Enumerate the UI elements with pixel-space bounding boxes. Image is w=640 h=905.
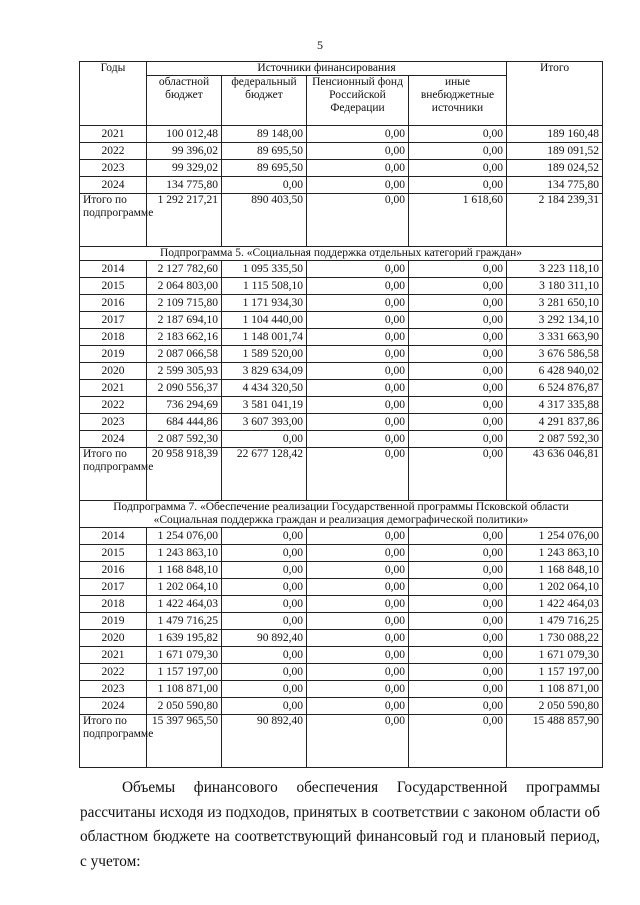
table-row <box>80 681 603 698</box>
total-cell: 1 202 064,10 <box>507 579 603 596</box>
table-row <box>80 363 603 380</box>
pension-cell: 0,00 <box>307 698 409 715</box>
federal-cell: 1 148 001,74 <box>222 329 307 346</box>
table-row <box>80 579 603 596</box>
other-cell: 0,00 <box>409 647 507 664</box>
year-cell: 2016 <box>80 562 147 579</box>
pension-cell: 0,00 <box>307 562 409 579</box>
regional-cell: 2 050 590,80 <box>147 698 222 715</box>
regional-cell: 1 108 871,00 <box>147 681 222 698</box>
group-subprogram-5 <box>80 247 603 501</box>
table-row <box>80 312 603 329</box>
regional-cell: 1 243 863,10 <box>147 545 222 562</box>
federal-cell: 0,00 <box>222 579 307 596</box>
table-row <box>80 380 603 397</box>
total-cell: 3 223 118,10 <box>507 261 603 278</box>
regional-cell: 100 012,48 <box>147 126 222 143</box>
subprogram-total-row <box>80 715 603 768</box>
year-cell: 2022 <box>80 397 147 414</box>
total-cell: 3 281 650,10 <box>507 295 603 312</box>
total-cell: 1 730 088,22 <box>507 630 603 647</box>
table-row <box>80 261 603 278</box>
table-row <box>80 126 603 143</box>
pension-cell: 0,00 <box>307 630 409 647</box>
year-cell: 2021 <box>80 126 147 143</box>
total-other-cell: 0,00 <box>409 448 507 501</box>
pension-cell: 0,00 <box>307 545 409 562</box>
financing-table <box>79 61 603 768</box>
table-row <box>80 613 603 630</box>
regional-cell: 1 671 079,30 <box>147 647 222 664</box>
regional-cell: 1 254 076,00 <box>147 528 222 545</box>
total-cell: 189 024,52 <box>507 160 603 177</box>
total-cell: 6 428 940,02 <box>507 363 603 380</box>
pension-cell: 0,00 <box>307 431 409 448</box>
pension-cell: 0,00 <box>307 647 409 664</box>
pension-cell: 0,00 <box>307 143 409 160</box>
table-row <box>80 596 603 613</box>
year-cell: 2020 <box>80 630 147 647</box>
federal-cell: 0,00 <box>222 528 307 545</box>
federal-cell: 0,00 <box>222 664 307 681</box>
pension-cell: 0,00 <box>307 278 409 295</box>
other-cell: 0,00 <box>409 278 507 295</box>
federal-cell: 89 695,50 <box>222 160 307 177</box>
total-other-cell: 1 618,60 <box>409 194 507 247</box>
year-cell: 2022 <box>80 664 147 681</box>
pension-cell: 0,00 <box>307 363 409 380</box>
federal-cell: 0,00 <box>222 647 307 664</box>
total-regional-cell: 15 397 965,50 <box>147 715 222 768</box>
total-cell: 3 676 586,58 <box>507 346 603 363</box>
federal-cell: 1 104 440,00 <box>222 312 307 329</box>
total-cell: 189 160,48 <box>507 126 603 143</box>
year-cell: 2019 <box>80 613 147 630</box>
regional-cell: 2 127 782,60 <box>147 261 222 278</box>
regional-cell: 2 087 066,58 <box>147 346 222 363</box>
total-pension-cell: 0,00 <box>307 715 409 768</box>
total-federal-cell: 22 677 128,42 <box>222 448 307 501</box>
regional-cell: 2 064 803,00 <box>147 278 222 295</box>
total-cell: 2 050 590,80 <box>507 698 603 715</box>
table-row <box>80 431 603 448</box>
pension-cell: 0,00 <box>307 177 409 194</box>
federal-cell: 0,00 <box>222 596 307 613</box>
other-cell: 0,00 <box>409 613 507 630</box>
year-cell: 2024 <box>80 431 147 448</box>
year-cell: 2024 <box>80 177 147 194</box>
total-label: Итого по подпрограмме <box>80 194 147 247</box>
other-cell: 0,00 <box>409 397 507 414</box>
pension-cell: 0,00 <box>307 596 409 613</box>
federal-cell: 1 171 934,30 <box>222 295 307 312</box>
total-label: Итого по подпрограмме <box>80 448 147 501</box>
total-cell: 1 243 863,10 <box>507 545 603 562</box>
total-cell: 1 157 197,00 <box>507 664 603 681</box>
other-cell: 0,00 <box>409 528 507 545</box>
other-cell: 0,00 <box>409 160 507 177</box>
header-regional-budget: областной бюджет <box>147 76 222 126</box>
federal-cell: 0,00 <box>222 613 307 630</box>
year-cell: 2016 <box>80 295 147 312</box>
total-cell: 4 317 335,88 <box>507 397 603 414</box>
federal-cell: 3 829 634,09 <box>222 363 307 380</box>
total-total-cell: 15 488 857,90 <box>507 715 603 768</box>
year-cell: 2022 <box>80 143 147 160</box>
federal-cell: 0,00 <box>222 431 307 448</box>
total-cell: 3 180 311,10 <box>507 278 603 295</box>
year-cell: 2014 <box>80 261 147 278</box>
other-cell: 0,00 <box>409 596 507 613</box>
total-label: Итого по подпрограмме <box>80 715 147 768</box>
header-sources: Источники финансирования <box>147 62 507 76</box>
regional-cell: 99 329,02 <box>147 160 222 177</box>
regional-cell: 2 183 662,16 <box>147 329 222 346</box>
regional-cell: 2 187 694,10 <box>147 312 222 329</box>
total-regional-cell: 20 958 918,39 <box>147 448 222 501</box>
regional-cell: 736 294,69 <box>147 397 222 414</box>
pension-cell: 0,00 <box>307 681 409 698</box>
header-federal-budget: федеральный бюджет <box>222 76 307 126</box>
total-cell: 3 292 134,10 <box>507 312 603 329</box>
pension-cell: 0,00 <box>307 528 409 545</box>
total-cell: 2 087 592,30 <box>507 431 603 448</box>
regional-cell: 1 157 197,00 <box>147 664 222 681</box>
regional-cell: 2 599 305,93 <box>147 363 222 380</box>
table-row <box>80 414 603 431</box>
total-cell: 1 479 716,25 <box>507 613 603 630</box>
table-row <box>80 143 603 160</box>
year-cell: 2015 <box>80 278 147 295</box>
other-cell: 0,00 <box>409 177 507 194</box>
regional-cell: 2 087 592,30 <box>147 431 222 448</box>
federal-cell: 1 589 520,00 <box>222 346 307 363</box>
year-cell: 2017 <box>80 312 147 329</box>
header-pension-fund: Пенсионный фонд Российской Федерации <box>307 76 409 126</box>
table-row <box>80 664 603 681</box>
year-cell: 2021 <box>80 380 147 397</box>
federal-cell: 89 148,00 <box>222 126 307 143</box>
other-cell: 0,00 <box>409 143 507 160</box>
other-cell: 0,00 <box>409 346 507 363</box>
table-row <box>80 160 603 177</box>
regional-cell: 684 444,86 <box>147 414 222 431</box>
total-cell: 6 524 876,87 <box>507 380 603 397</box>
other-cell: 0,00 <box>409 562 507 579</box>
subprogram-total-row <box>80 448 603 501</box>
other-cell: 0,00 <box>409 579 507 596</box>
federal-cell: 0,00 <box>222 698 307 715</box>
other-cell: 0,00 <box>409 431 507 448</box>
other-cell: 0,00 <box>409 681 507 698</box>
table-row <box>80 630 603 647</box>
subprogram-title: Подпрограмма 5. «Социальная поддержка отдельных категорий граждан» <box>80 247 603 261</box>
regional-cell: 1 639 195,82 <box>147 630 222 647</box>
pension-cell: 0,00 <box>307 579 409 596</box>
total-pension-cell: 0,00 <box>307 194 409 247</box>
subprogram-total-row <box>80 194 603 247</box>
pension-cell: 0,00 <box>307 295 409 312</box>
pension-cell: 0,00 <box>307 160 409 177</box>
year-cell: 2018 <box>80 596 147 613</box>
header-years: Годы <box>80 62 147 126</box>
total-cell: 1 254 076,00 <box>507 528 603 545</box>
total-cell: 4 291 837,86 <box>507 414 603 431</box>
other-cell: 0,00 <box>409 126 507 143</box>
federal-cell: 0,00 <box>222 545 307 562</box>
regional-cell: 1 168 848,10 <box>147 562 222 579</box>
header-other-sources: иные внебюджетные источники <box>409 76 507 126</box>
year-cell: 2019 <box>80 346 147 363</box>
other-cell: 0,00 <box>409 295 507 312</box>
federal-cell: 3 607 393,00 <box>222 414 307 431</box>
other-cell: 0,00 <box>409 363 507 380</box>
total-cell: 189 091,52 <box>507 143 603 160</box>
regional-cell: 2 090 556,37 <box>147 380 222 397</box>
table-header <box>80 62 603 126</box>
total-other-cell: 0,00 <box>409 715 507 768</box>
table-row <box>80 295 603 312</box>
other-cell: 0,00 <box>409 329 507 346</box>
total-cell: 1 168 848,10 <box>507 562 603 579</box>
year-cell: 2023 <box>80 160 147 177</box>
regional-cell: 1 422 464,03 <box>147 596 222 613</box>
table-row <box>80 647 603 664</box>
regional-cell: 99 396,02 <box>147 143 222 160</box>
regional-cell: 134 775,80 <box>147 177 222 194</box>
subprogram-title: Подпрограмма 7. «Обеспечение реализации Государственной программы Псковской области «Социальная поддержка граждан и реализация демографической политики» <box>80 501 603 528</box>
table-row <box>80 397 603 414</box>
body-paragraph: Объемы финансового обеспечения Государственной программы рассчитаны исходя из подходов, принятых в соответствии с законом области об областном бюджете на соответствующий финансовый год и плановый период, с учетом: <box>80 779 600 870</box>
year-cell: 2024 <box>80 698 147 715</box>
year-cell: 2023 <box>80 681 147 698</box>
group-subprogram-7 <box>80 501 603 768</box>
table-row <box>80 528 603 545</box>
table-row <box>80 177 603 194</box>
other-cell: 0,00 <box>409 698 507 715</box>
pension-cell: 0,00 <box>307 397 409 414</box>
total-cell: 3 331 663,90 <box>507 329 603 346</box>
year-cell: 2017 <box>80 579 147 596</box>
table-row <box>80 545 603 562</box>
table-row <box>80 329 603 346</box>
federal-cell: 3 581 041,19 <box>222 397 307 414</box>
federal-cell: 0,00 <box>222 681 307 698</box>
year-cell: 2018 <box>80 329 147 346</box>
header-total: Итого <box>507 62 603 126</box>
pension-cell: 0,00 <box>307 414 409 431</box>
other-cell: 0,00 <box>409 312 507 329</box>
pension-cell: 0,00 <box>307 664 409 681</box>
total-total-cell: 43 636 046,81 <box>507 448 603 501</box>
other-cell: 0,00 <box>409 630 507 647</box>
total-cell: 1 422 464,03 <box>507 596 603 613</box>
group-top <box>80 126 603 247</box>
federal-cell: 1 095 335,50 <box>222 261 307 278</box>
federal-cell: 0,00 <box>222 177 307 194</box>
subprogram-title-row <box>80 501 603 528</box>
total-cell: 1 671 079,30 <box>507 647 603 664</box>
pension-cell: 0,00 <box>307 380 409 397</box>
pension-cell: 0,00 <box>307 126 409 143</box>
pension-cell: 0,00 <box>307 329 409 346</box>
federal-cell: 0,00 <box>222 562 307 579</box>
other-cell: 0,00 <box>409 380 507 397</box>
total-regional-cell: 1 292 217,21 <box>147 194 222 247</box>
total-total-cell: 2 184 239,31 <box>507 194 603 247</box>
federal-cell: 4 434 320,50 <box>222 380 307 397</box>
regional-cell: 1 479 716,25 <box>147 613 222 630</box>
total-cell: 1 108 871,00 <box>507 681 603 698</box>
federal-cell: 89 695,50 <box>222 143 307 160</box>
total-federal-cell: 890 403,50 <box>222 194 307 247</box>
total-pension-cell: 0,00 <box>307 448 409 501</box>
other-cell: 0,00 <box>409 414 507 431</box>
pension-cell: 0,00 <box>307 613 409 630</box>
other-cell: 0,00 <box>409 261 507 278</box>
other-cell: 0,00 <box>409 545 507 562</box>
federal-cell: 1 115 508,10 <box>222 278 307 295</box>
page-number: 5 <box>317 38 323 52</box>
pension-cell: 0,00 <box>307 312 409 329</box>
total-federal-cell: 90 892,40 <box>222 715 307 768</box>
regional-cell: 2 109 715,80 <box>147 295 222 312</box>
total-cell: 134 775,80 <box>507 177 603 194</box>
table-row <box>80 278 603 295</box>
table-row <box>80 346 603 363</box>
table-row <box>80 562 603 579</box>
year-cell: 2020 <box>80 363 147 380</box>
year-cell: 2015 <box>80 545 147 562</box>
pension-cell: 0,00 <box>307 261 409 278</box>
federal-cell: 90 892,40 <box>222 630 307 647</box>
year-cell: 2021 <box>80 647 147 664</box>
year-cell: 2014 <box>80 528 147 545</box>
year-cell: 2023 <box>80 414 147 431</box>
pension-cell: 0,00 <box>307 346 409 363</box>
other-cell: 0,00 <box>409 664 507 681</box>
subprogram-title-row <box>80 247 603 261</box>
regional-cell: 1 202 064,10 <box>147 579 222 596</box>
table-row <box>80 698 603 715</box>
